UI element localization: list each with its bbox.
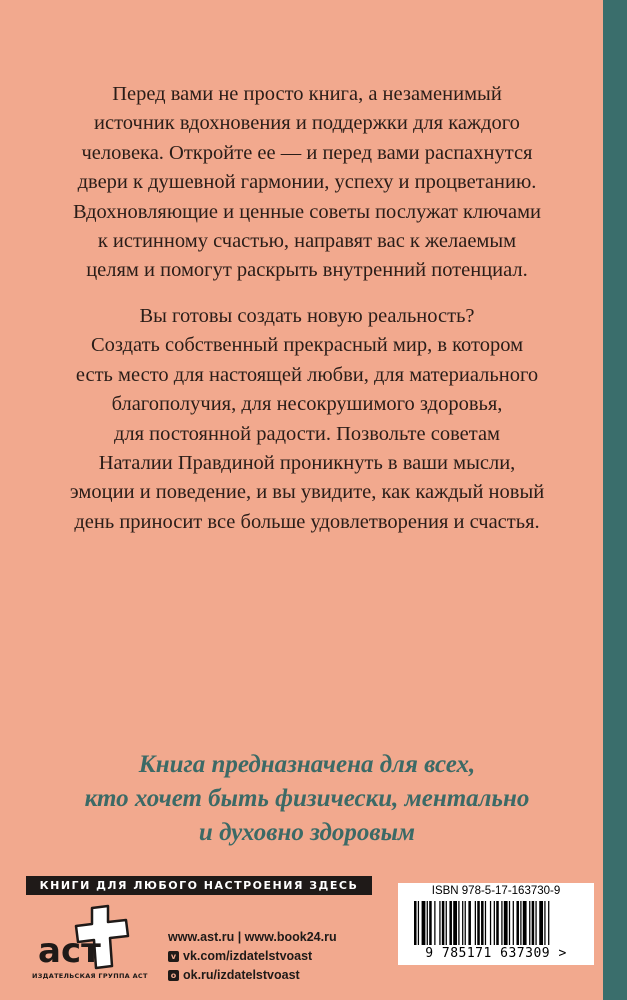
slogan-banner: КНИГИ ДЛЯ ЛЮБОГО НАСТРОЕНИЯ ЗДЕСЬ xyxy=(26,876,372,895)
barcode-bar xyxy=(458,901,459,945)
barcode-bar xyxy=(504,901,508,945)
text-line: благополучия, для несокрушимого здоровья, xyxy=(111,393,503,416)
barcode-bar xyxy=(485,901,486,945)
barcode-bar xyxy=(509,901,510,945)
barcode-bar xyxy=(490,901,491,945)
text-line: целям и помогут раскрыть внутренний потенциал. xyxy=(86,259,528,282)
barcode-bar xyxy=(439,901,440,945)
barcode-bar xyxy=(453,901,457,945)
text-line: для постоянной радости. Позвольте советам xyxy=(113,422,501,445)
text-line: источник вдохновения и поддержки для каждого xyxy=(94,112,520,135)
barcode-bar xyxy=(429,901,432,945)
barcode-bar xyxy=(513,901,514,945)
barcode-bars xyxy=(412,901,582,945)
description-paragraph-1 xyxy=(24,80,590,286)
text-line: Вы готовы создать новую реальность? xyxy=(139,305,475,327)
barcode-bar xyxy=(481,901,484,945)
barcode-bar xyxy=(446,901,447,945)
barcode-bar xyxy=(544,901,545,945)
barcode-bar xyxy=(422,901,426,945)
barcode-bar xyxy=(532,901,535,945)
barcode-bar xyxy=(548,901,549,945)
barcode-digits: 9 785171 637309 > xyxy=(425,946,567,961)
barcode-bar xyxy=(414,901,417,945)
tagline-line: Книга предназначена для всех, xyxy=(138,751,476,778)
book-spine xyxy=(603,0,627,1000)
ok-link[interactable]: o ok.ru/izdatelstvoast xyxy=(168,966,337,985)
barcode-bar xyxy=(539,901,543,945)
barcode-bar xyxy=(468,901,471,945)
text-line: есть место для настоящей любви, для материального xyxy=(75,363,539,386)
barcode-bar xyxy=(523,901,527,945)
tagline xyxy=(24,748,590,850)
barcode-bar xyxy=(449,901,452,945)
text-line: эмоции и поведение, и вы увидите, как каждый новый xyxy=(69,481,545,504)
barcode-bar xyxy=(496,901,499,945)
ok-icon: o xyxy=(168,970,179,981)
sites-link[interactable]: www.ast.ru | www.book24.ru xyxy=(168,930,337,944)
text-line: Наталии Правдиной проникнуть в ваши мысли, xyxy=(98,452,516,475)
vk-link[interactable]: v vk.com/izdatelstvoast xyxy=(168,947,337,966)
logo-text: аст xyxy=(38,931,101,971)
barcode-bar xyxy=(465,901,466,945)
barcode-bar xyxy=(516,901,519,945)
vk-icon: v xyxy=(168,951,179,962)
text-line: человека. Откройте ее — и перед вами распахнутся xyxy=(81,141,533,164)
barcode-bar xyxy=(434,901,435,945)
barcode-bar xyxy=(529,901,530,945)
isbn-label: ISBN 978-5-17-163730-9 xyxy=(431,885,561,897)
tagline-line: кто хочет быть физически, ментально xyxy=(84,785,530,812)
publisher-caption: ИЗДАТЕЛЬСКАЯ ГРУППА АСТ xyxy=(32,972,148,980)
tagline-line: и духовно здоровым xyxy=(198,819,416,846)
publisher-links xyxy=(168,928,337,985)
text-line: день приносит все больше удовлетворения и счастья. xyxy=(74,510,540,533)
text-line: Вдохновляющие и ценные советы послужат ключами xyxy=(72,200,542,223)
barcode-bar xyxy=(477,901,480,945)
barcode-bar xyxy=(442,901,445,945)
barcode-bar xyxy=(462,901,463,945)
text-line: Перед вами не просто книга, а незаменимый xyxy=(112,83,502,105)
text-line: двери к душевной гармонии, успеху и процветанию. xyxy=(77,171,537,194)
barcode-bar xyxy=(418,901,419,945)
text-line: к истинному счастью, направят вас к желаемым xyxy=(97,230,517,253)
isbn-barcode xyxy=(398,883,594,965)
barcode-bar xyxy=(501,901,502,945)
barcode-bar xyxy=(427,901,428,945)
barcode-bar xyxy=(535,901,536,945)
description-paragraph-2 xyxy=(24,302,590,537)
barcode-bar xyxy=(494,901,495,945)
text-line: Создать собственный прекрасный мир, в котором xyxy=(90,334,524,357)
barcode-bar xyxy=(520,901,521,945)
barcode-bar xyxy=(475,901,476,945)
